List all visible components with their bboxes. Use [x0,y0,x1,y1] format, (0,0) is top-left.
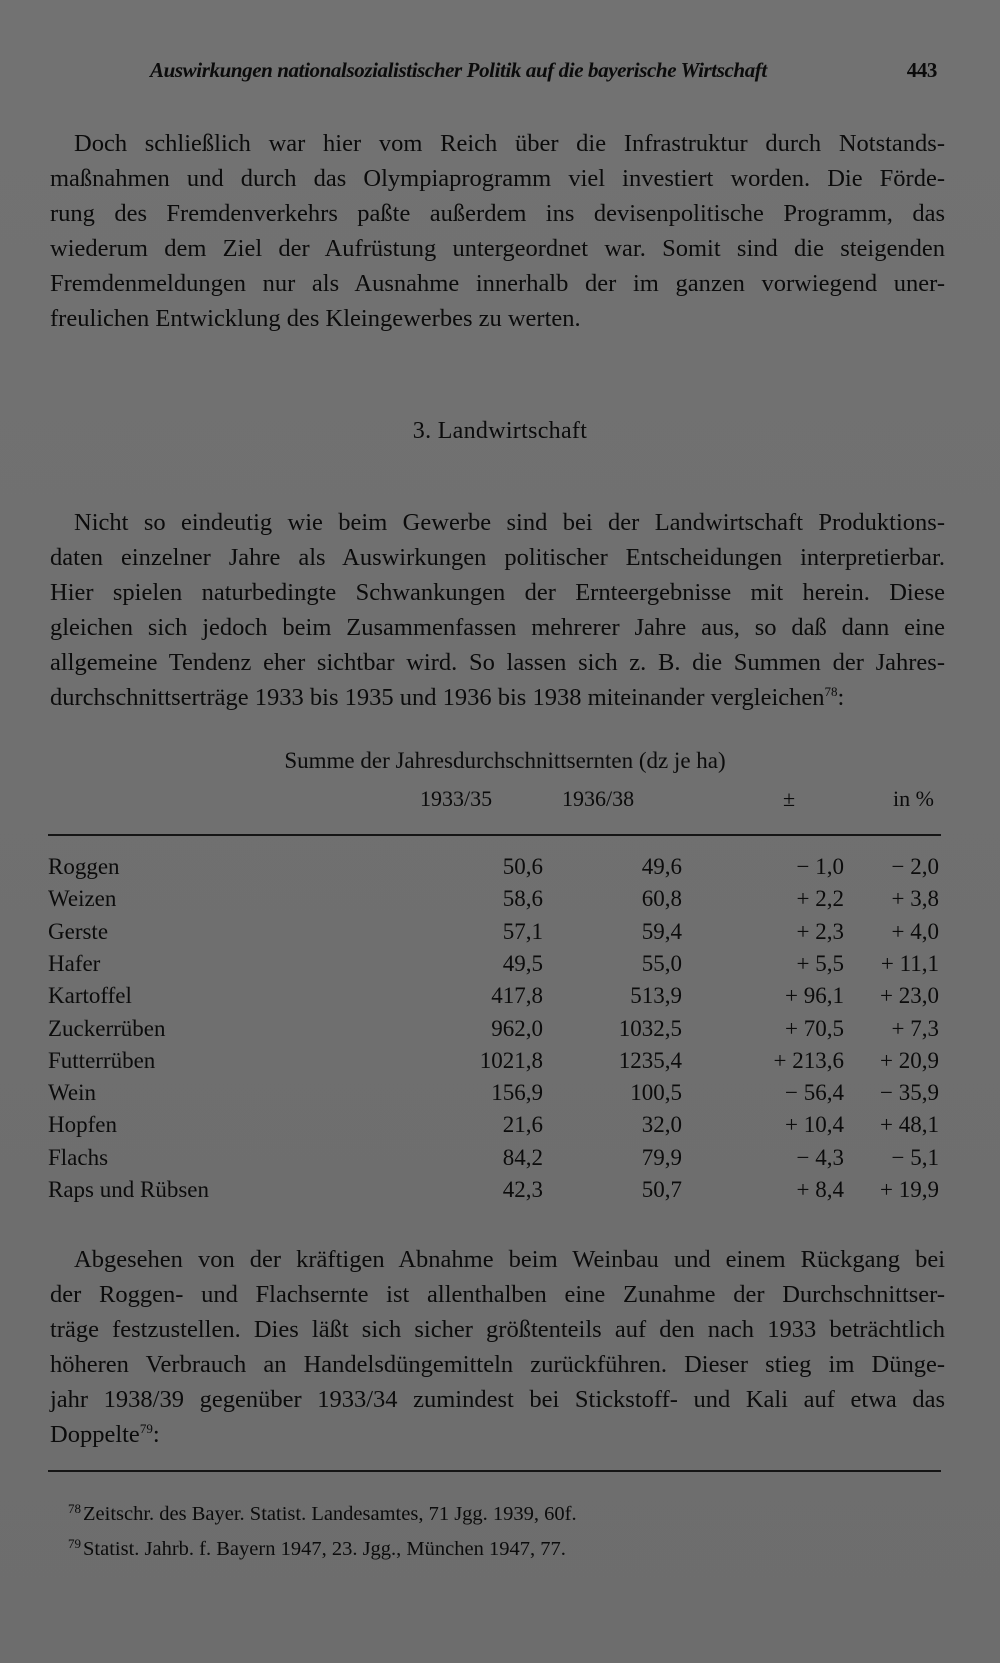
crop-name: Weizen [48,886,117,912]
value-percent: − 2,0 [891,854,939,879]
page-number: 443 [906,58,937,82]
value-percent: − 5,1 [891,1144,939,1170]
footnote-79 [68,1529,577,1564]
table-row [48,919,948,951]
table-row [48,1048,948,1080]
value-difference: + 2,2 [796,886,844,912]
value-1936-38: 60,8 [641,886,682,912]
footnote-text: Statist. Jahrb. f. Bayern 1947, 23. Jgg., München 1947, 77. [83,1538,566,1560]
crop-name: Kartoffel [48,983,132,1009]
value-1933-35: 50,6 [502,854,543,879]
value-percent: + 11,1 [880,950,939,976]
value-percent: + 19,9 [880,1177,939,1202]
value-percent: + 20,9 [880,1047,939,1073]
crop-name: Hafer [48,950,101,976]
text-line: Nicht so eindeutig wie beim Gewerbe sind bei der Landwirtschaft Produktions- [74,509,945,536]
paragraph-3 [50,1242,945,1452]
value-1933-35: 1021,8 [479,1047,543,1073]
text-line [50,1417,945,1452]
value-1936-38: 100,5 [630,1080,682,1106]
value-difference: + 70,5 [785,1015,844,1041]
text-line: rung des Fremdenverkehrs paßte außerdem ins devisenpolitische Programm, das [50,200,945,227]
footnote-separator [48,1470,941,1472]
crop-name: Futterrüben [48,1047,156,1073]
crop-name: Flachs [48,1144,109,1170]
value-1936-38: 1235,4 [618,1047,682,1073]
value-percent: + 3,8 [891,886,939,912]
column-header-1933-35: 1933/35 [420,786,493,811]
table-rule [48,834,941,836]
text-line: Abgesehen von der kräftigen Abnahme beim Weinbau und einem Rückgang bei [74,1246,945,1273]
value-difference: + 10,4 [785,1112,844,1138]
footnote-mark: 78 [68,1501,81,1516]
text-line-content: durchschnittserträge 1933 bis 1935 und 1936 bis 1938 miteinander vergleichen [50,684,825,711]
text-line: Hier spielen naturbedingte Schwankungen der Ernteergebnisse mit herein. Diese [50,579,945,606]
running-header [150,58,945,83]
text-line: daten einzelner Jahre als Auswirkungen politischer Entscheidungen interpretierbar. [50,544,945,571]
value-percent: + 23,0 [880,983,939,1009]
text-line: jahr 1938/39 gegenüber 1933/34 zumindest bei Stickstoff- und Kali auf etwa das [50,1386,945,1413]
value-1933-35: 962,0 [491,1015,543,1041]
footnote-mark: 79 [68,1536,81,1551]
value-1936-38: 55,0 [641,950,682,976]
value-1936-38: 32,0 [641,1112,682,1138]
value-1936-38: 59,4 [641,918,682,944]
value-percent: + 48,1 [880,1112,939,1138]
table-row [48,854,948,886]
footnote-78 [68,1494,577,1529]
value-difference: − 1,0 [796,854,844,879]
value-1936-38: 50,7 [641,1177,682,1202]
text-line: träge festzustellen. Dies läßt sich sicher größtenteils auf den nach 1933 beträchtlich [50,1316,945,1343]
value-difference: + 213,6 [773,1047,844,1073]
value-difference: − 56,4 [785,1080,844,1106]
punctuation: : [837,684,845,711]
value-difference: − 4,3 [796,1144,844,1170]
value-difference: + 96,1 [785,983,844,1009]
column-header-difference: ± [783,786,796,811]
value-difference: + 5,5 [796,950,844,976]
table-row [48,1177,948,1209]
text-line: Fremdenmeldungen nur als Ausnahme innerhalb der im ganzen vorwiegend uner- [50,270,945,297]
table-row [48,951,948,983]
text-line: wiederum dem Ziel der Aufrüstung untergeordnet war. Somit sind die steigenden [50,235,945,262]
value-1936-38: 513,9 [630,983,682,1009]
footnote-reference[interactable]: 79 [139,1420,153,1436]
footnote-reference[interactable]: 78 [824,683,838,699]
value-percent: + 4,0 [891,918,939,944]
text-line: höheren Verbrauch an Handelsdüngemitteln zurückführen. Dieser stieg im Dünge- [50,1351,945,1378]
crop-name: Wein [48,1080,96,1106]
value-1933-35: 156,9 [491,1080,543,1106]
crop-name: Hopfen [48,1112,117,1138]
value-1933-35: 57,1 [502,918,543,944]
value-1933-35: 58,6 [502,886,543,912]
value-1936-38: 49,6 [641,854,682,879]
value-1936-38: 1032,5 [618,1015,682,1041]
table-row [48,1080,948,1112]
footnote-text: Zeitschr. des Bayer. Statist. Landesamtes, 71 Jgg. 1939, 60f. [83,1503,577,1525]
value-1933-35: 417,8 [491,983,543,1009]
text-line: gleichen sich jedoch beim Zusammenfassen mehrerer Jahre aus, so daß dann eine [50,614,945,641]
punctuation: : [152,1421,160,1448]
value-1933-35: 84,2 [502,1144,543,1170]
value-percent: − 35,9 [880,1080,939,1106]
table-row [48,886,948,918]
footnotes [68,1494,577,1564]
table-caption: Summe der Jahresdurchschnittsernten (dz je ha) [284,748,726,773]
text-line: Doch schließlich war hier vom Reich über die Infrastruktur durch Notstands- [74,130,945,157]
crop-name: Zuckerrüben [48,1015,166,1041]
text-line: freulichen Entwicklung des Kleingewerbes zu werten. [50,305,581,332]
crop-name: Gerste [48,918,109,944]
section-title: 3. Landwirtschaft [412,418,588,444]
value-difference: + 8,4 [796,1177,844,1202]
value-1933-35: 21,6 [502,1112,543,1138]
value-1933-35: 42,3 [502,1177,543,1202]
table-row [48,1016,948,1048]
paragraph-1 [50,126,945,336]
paragraph-2 [50,505,945,715]
running-title: Auswirkungen nationalsozialistischer Politik auf die bayerische Wirtschaft [150,58,767,82]
table-row [48,1112,948,1144]
table-row [48,1145,948,1177]
value-1933-35: 49,5 [502,950,543,976]
text-line: maßnahmen und durch das Olympiaprogramm viel investiert worden. Die Förde- [50,165,945,192]
column-header-1936-38: 1936/38 [562,786,635,811]
value-difference: + 2,3 [796,918,844,944]
column-header-percent: in % [893,786,934,811]
crop-name: Roggen [48,854,120,879]
table-row [48,983,948,1015]
text-line-content: Doppelte [50,1421,140,1448]
value-percent: + 7,3 [891,1015,939,1041]
text-line: allgemeine Tendenz eher sichtbar wird. So lassen sich z. B. die Summen der Jahres- [50,649,945,676]
crop-name: Raps und Rübsen [48,1177,209,1202]
text-line: der Roggen- und Flachsernte ist allenthalben eine Zunahme der Durchschnittser- [50,1281,945,1308]
value-1936-38: 79,9 [641,1144,682,1170]
text-line [50,680,945,715]
